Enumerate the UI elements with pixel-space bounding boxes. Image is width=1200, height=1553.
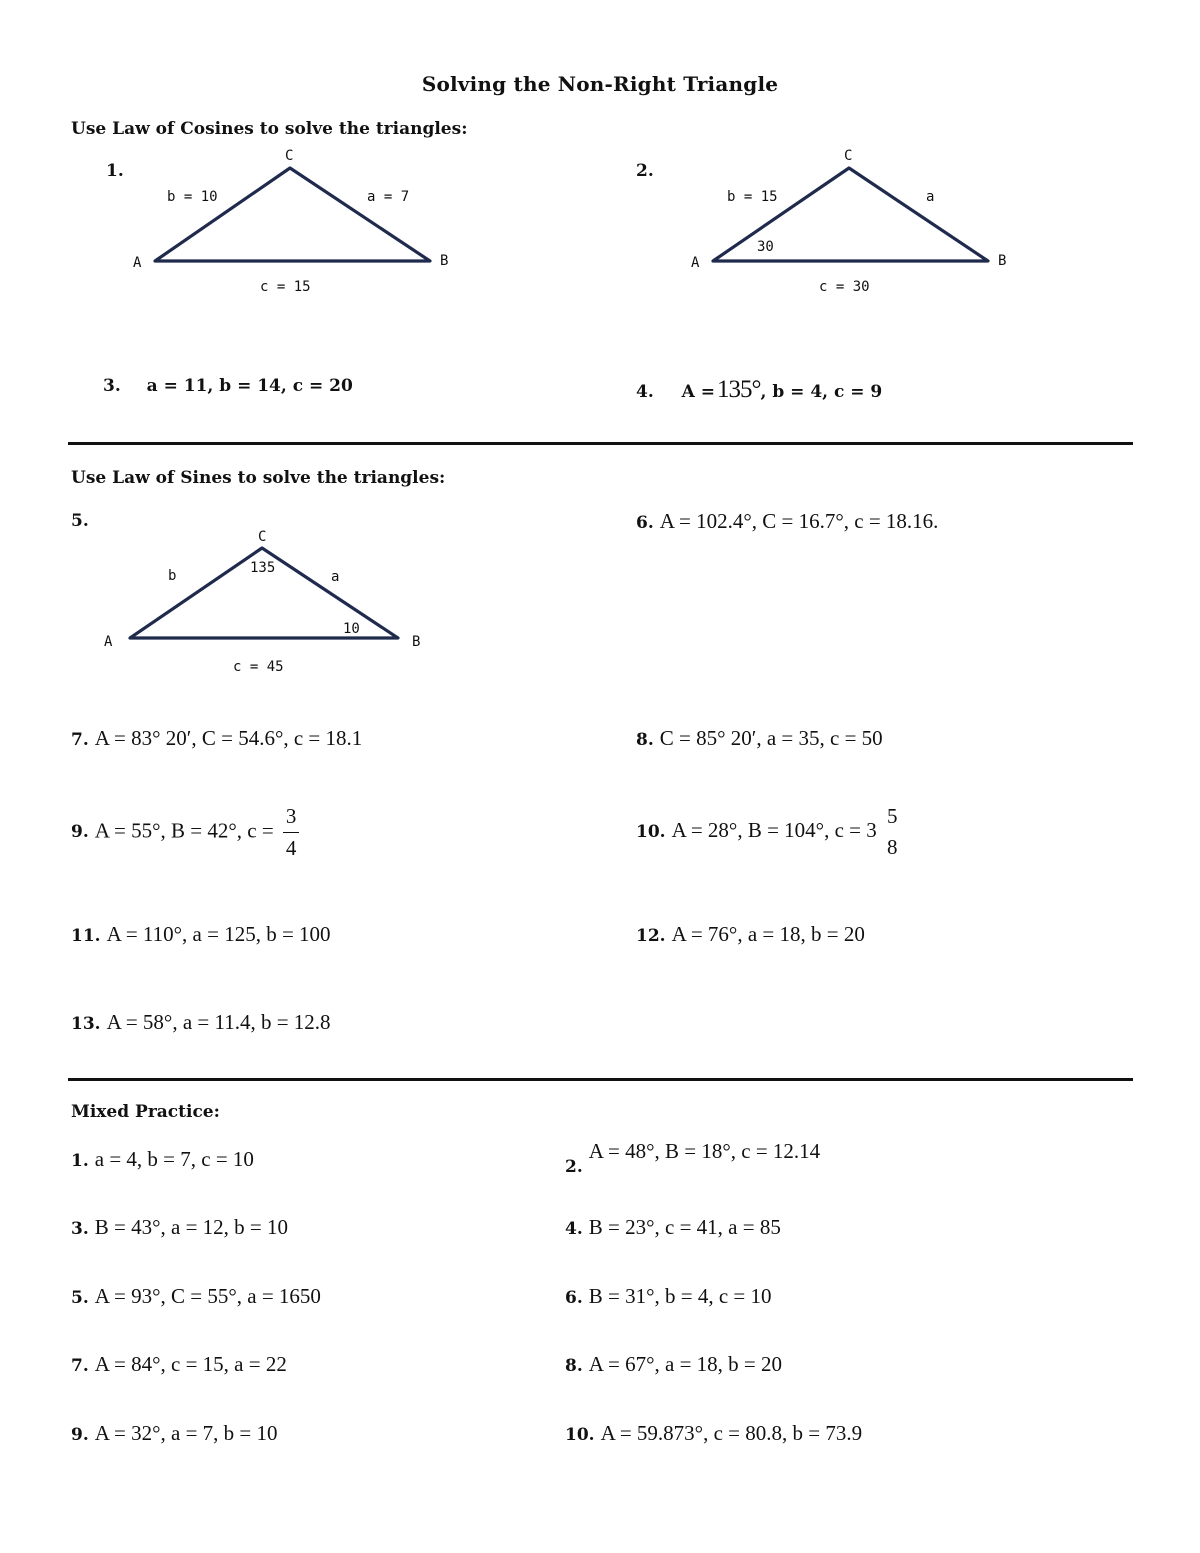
mixed-item-number: 3.: [71, 1219, 89, 1239]
problem-4-pre: A =: [681, 382, 716, 402]
problem-7-text: A = 83° 20′, C = 54.6°, c = 18.1: [94, 726, 363, 750]
mixed-item-text: A = 93°, C = 55°, a = 1650: [94, 1284, 321, 1308]
triangle-5-side-b: b: [168, 568, 177, 584]
mixed-item: [565, 1215, 781, 1240]
problem-9: [71, 806, 299, 859]
triangle-2-vertex-b: B: [998, 253, 1007, 269]
triangle-2-side-c: c = 30: [819, 279, 870, 295]
problem-10-fraction-denominator: 8: [887, 835, 898, 859]
mixed-item-text: a = 4, b = 7, c = 10: [94, 1147, 254, 1171]
problem-12-text: A = 76°, a = 18, b = 20: [671, 922, 865, 946]
problem-10-fraction: [884, 806, 901, 858]
problem-7-number: 7.: [71, 730, 89, 750]
cosines-heading: Use Law of Cosines to solve the triangles:: [71, 119, 468, 139]
problem-10: [636, 806, 901, 858]
mixed-item: [565, 1352, 782, 1377]
problem-10-text: A = 28°, B = 104°, c = 3: [671, 817, 877, 842]
mixed-item-text: A = 84°, c = 15, a = 22: [94, 1352, 287, 1376]
triangle-5-side-a: a: [331, 569, 340, 585]
mixed-item-text: B = 31°, b = 4, c = 10: [588, 1284, 772, 1308]
problem-6: [636, 509, 938, 534]
problem-13-number: 13.: [71, 1014, 101, 1034]
problem-5-number: 5.: [71, 511, 89, 531]
triangle-1-side-b: b = 10: [167, 189, 218, 205]
triangle-2-vertex-a: A: [691, 255, 700, 271]
triangle-2-side-b: b = 15: [727, 189, 778, 205]
triangle-5-side-c: c = 45: [233, 659, 284, 675]
problem-12-number: 12.: [636, 926, 666, 946]
mixed-item-text: A = 32°, a = 7, b = 10: [94, 1421, 278, 1445]
problem-9-number: 9.: [71, 822, 89, 843]
mixed-item-text: B = 23°, c = 41, a = 85: [588, 1215, 781, 1239]
mixed-item-number: 5.: [71, 1288, 89, 1308]
problem-2-number: 2.: [636, 161, 654, 181]
section-divider-2: [68, 1078, 1133, 1081]
mixed-item: [71, 1215, 288, 1240]
problem-9-fraction-denominator: 4: [285, 836, 297, 860]
problem-13: [71, 1010, 331, 1035]
problem-3-number: 3.: [103, 376, 121, 396]
mixed-item: [565, 1421, 862, 1446]
problem-13-text: A = 58°, a = 11.4, b = 12.8: [106, 1010, 331, 1034]
problem-11-text: A = 110°, a = 125, b = 100: [106, 922, 331, 946]
problem-6-text: A = 102.4°, C = 16.7°, c = 18.16.: [659, 509, 939, 533]
triangle-1-vertex-c: C: [285, 148, 294, 164]
mixed-item-number: 7.: [71, 1356, 89, 1376]
problem-9-fraction-numerator: 3: [283, 806, 300, 833]
triangle-5-vertex-c: C: [258, 529, 267, 545]
triangle-1-vertex-a: A: [133, 255, 142, 271]
mixed-item: [71, 1284, 321, 1309]
problem-4-number: 4.: [636, 382, 654, 402]
mixed-item-number: 4.: [565, 1219, 583, 1239]
triangle-2-side-a: a: [926, 189, 935, 205]
problem-11: [71, 922, 331, 947]
problem-4-post: , b = 4, c = 9: [760, 382, 883, 402]
triangle-2-vertex-c: C: [844, 148, 853, 164]
problem-9-fraction: [283, 806, 300, 859]
triangle-5-vertex-a: A: [104, 634, 113, 650]
problem-6-number: 6.: [636, 513, 654, 533]
triangle-2-angle-a: 30: [757, 239, 774, 255]
problem-8: [636, 726, 883, 751]
problem-8-number: 8.: [636, 730, 654, 750]
triangle-1-vertex-b: B: [440, 253, 449, 269]
mixed-item-text: A = 48°, B = 18°, c = 12.14: [588, 1139, 821, 1163]
triangle-5-angle-b: 10: [343, 621, 360, 637]
mixed-item: [71, 1352, 287, 1377]
mixed-item-text: A = 67°, a = 18, b = 20: [588, 1352, 783, 1376]
mixed-item-text: A = 59.873°, c = 80.8, b = 73.9: [600, 1421, 863, 1445]
triangle-5-vertex-b: B: [412, 634, 421, 650]
page-title: Solving the Non-Right Triangle: [421, 72, 779, 96]
problem-4-angle: 135°: [717, 376, 761, 403]
mixed-heading: Mixed Practice:: [71, 1102, 220, 1122]
mixed-item-text: B = 43°, a = 12, b = 10: [94, 1215, 289, 1239]
sines-heading: Use Law of Sines to solve the triangles:: [71, 468, 446, 488]
problem-7: [71, 726, 362, 751]
mixed-item-number: 1.: [71, 1151, 89, 1171]
mixed-item-number: 6.: [565, 1288, 583, 1308]
mixed-item-number: 9.: [71, 1425, 89, 1445]
problem-11-number: 11.: [71, 926, 101, 946]
mixed-item: [565, 1284, 772, 1309]
mixed-item: [71, 1421, 278, 1446]
problem-3-text: a = 11, b = 14, c = 20: [146, 376, 353, 396]
problem-9-text: A = 55°, B = 42°, c =: [94, 818, 274, 843]
problem-10-number: 10.: [636, 821, 666, 842]
mixed-item: [565, 1139, 821, 1177]
mixed-item-number: 8.: [565, 1356, 583, 1376]
triangle-1-side-a: a = 7: [367, 189, 410, 205]
problem-1-number: 1.: [106, 161, 124, 181]
problem-8-text: C = 85° 20′, a = 35, c = 50: [659, 726, 883, 750]
mixed-item-number: 10.: [565, 1425, 595, 1445]
triangle-1-side-c: c = 15: [260, 279, 311, 295]
problem-10-fraction-numerator: 5: [887, 804, 898, 828]
mixed-item-number: 2.: [565, 1157, 583, 1177]
mixed-item: [71, 1147, 254, 1172]
triangle-5-angle-c: 135: [250, 560, 276, 576]
problem-12: [636, 922, 865, 947]
